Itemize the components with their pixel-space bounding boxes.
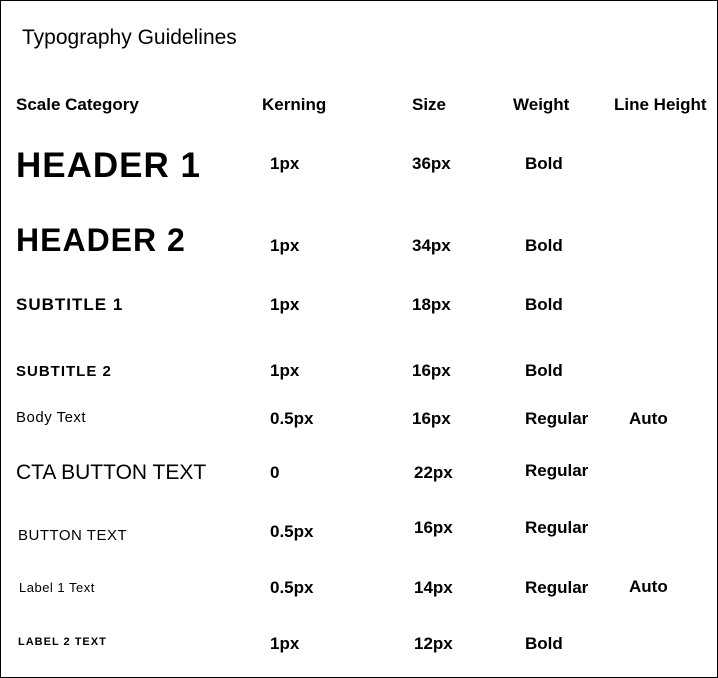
weight-value: Regular — [525, 578, 589, 597]
kerning-value: 0.5px — [270, 409, 314, 428]
kerning-value: 1px — [270, 634, 300, 653]
size-value: 22px — [414, 463, 453, 482]
sample-cta-button-text: CTA BUTTON TEXT — [16, 461, 207, 484]
size-value: 12px — [414, 634, 453, 653]
sample-subtitle-1: SUBTITLE 1 — [16, 295, 124, 314]
weight-value: Bold — [525, 236, 563, 255]
page-title: Typography Guidelines — [22, 26, 237, 49]
line-height-value: Auto — [629, 409, 668, 428]
line-height-value: Auto — [629, 577, 668, 596]
sample-label-2-text: LABEL 2 TEXT — [18, 636, 107, 648]
kerning-value: 1px — [270, 154, 300, 173]
column-header-size: Size — [412, 95, 447, 114]
size-value: 18px — [412, 295, 451, 314]
weight-value: Bold — [525, 154, 563, 173]
weight-value: Bold — [525, 295, 563, 314]
weight-value: Bold — [525, 361, 563, 380]
sample-header-1: HEADER 1 — [16, 146, 201, 185]
size-value: 16px — [412, 361, 451, 380]
column-header-weight: Weight — [513, 95, 570, 114]
column-header-line-height: Line Height — [614, 95, 707, 114]
kerning-value: 1px — [270, 236, 300, 255]
sample-button-text: BUTTON TEXT — [18, 527, 128, 544]
kerning-value: 0.5px — [270, 522, 314, 541]
sample-header-2: HEADER 2 — [16, 222, 186, 258]
size-value: 16px — [412, 409, 451, 428]
kerning-value: 0 — [270, 463, 280, 482]
size-value: 34px — [412, 236, 451, 255]
weight-value: Regular — [525, 518, 589, 537]
weight-value: Regular — [525, 409, 589, 428]
column-header-category: Scale Category — [16, 95, 139, 114]
sample-label-1-text: Label 1 Text — [19, 580, 95, 595]
sample-subtitle-2: SUBTITLE 2 — [16, 363, 112, 380]
weight-value: Bold — [525, 634, 563, 653]
size-value: 16px — [414, 518, 453, 537]
kerning-value: 0.5px — [270, 578, 314, 597]
kerning-value: 1px — [270, 361, 300, 380]
size-value: 14px — [414, 578, 453, 597]
weight-value: Regular — [525, 461, 589, 480]
column-header-kerning: Kerning — [262, 95, 327, 114]
size-value: 36px — [412, 154, 451, 173]
sample-body-text: Body Text — [16, 409, 87, 426]
kerning-value: 1px — [270, 295, 300, 314]
